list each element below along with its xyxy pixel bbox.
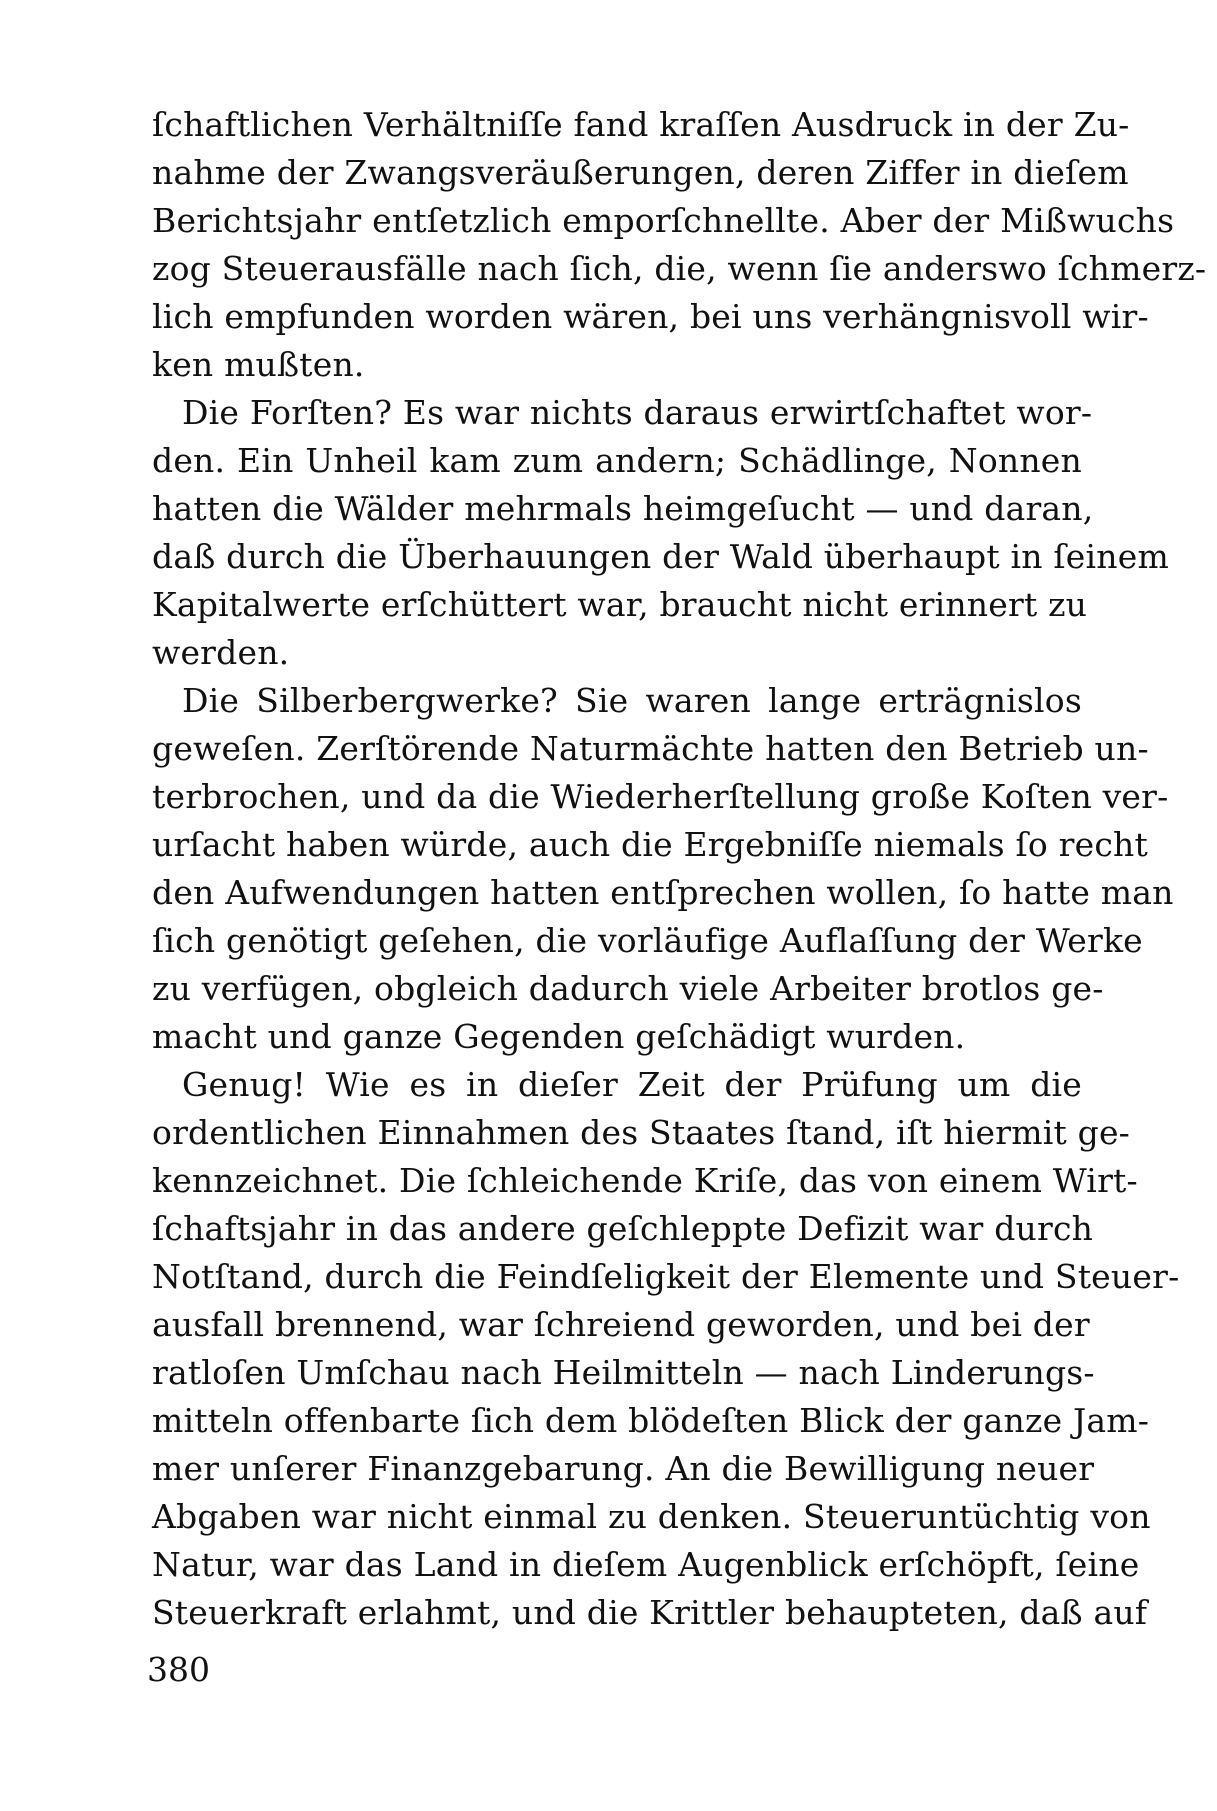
- text-line: lich empfunden worden wären, bei uns verhängnisvoll wir-: [152, 297, 1149, 336]
- text-line: ordentlichen Einnahmen des Staates ſtand, iſt hiermit ge-: [152, 1113, 1131, 1152]
- text-line: Genug! Wie es in dieſer Zeit der Prüfung um die: [182, 1065, 1082, 1104]
- text-line: ausfall brennend, war ſchreiend geworden, und bei der: [152, 1305, 1090, 1344]
- text-line: werden.: [152, 633, 290, 672]
- text-line: mitteln offenbarte ſich dem blödeſten Blick der ganze Jam-: [152, 1401, 1150, 1440]
- text-line: daß durch die Überhauungen der Wald überhaupt in ſeinem: [152, 537, 1169, 576]
- text-line: ſich genötigt geſehen, die vorläufige Auflaſſung der Werke: [152, 921, 1143, 960]
- text-line: ſchaftlichen Verhältniſſe fand kraſſen Ausdruck in der Zu-: [152, 105, 1130, 144]
- text-line: kennzeichnet. Die ſchleichende Kriſe, das von einem Wirt-: [152, 1161, 1138, 1200]
- text-line: Abgaben war nicht einmal zu denken. Steueruntüchtig von: [152, 1497, 1151, 1536]
- text-line: Die Forſten? Es war nichts daraus erwirtſchaftet wor-: [182, 393, 1093, 432]
- body-text: [152, 101, 1207, 1637]
- text-line: urſacht haben würde, auch die Ergebniſſe niemals ſo recht: [152, 825, 1148, 864]
- text-line: Berichtsjahr entſetzlich emporſchnellte. Aber der Mißwuchs: [152, 201, 1175, 240]
- text-line: hatten die Wälder mehrmals heimgeſucht — und daran,: [152, 489, 1094, 528]
- text-line: ſchaftsjahr in das andere geſchleppte Defizit war durch: [152, 1209, 1094, 1248]
- text-line: Natur, war das Land in dieſem Augenblick erſchöpft, ſeine: [152, 1545, 1140, 1584]
- text-line: Kapitalwerte erſchüttert war, braucht nicht erinnert zu: [152, 585, 1088, 624]
- text-line: mer unſerer Finanzgebarung. An die Bewilligung neuer: [152, 1449, 1095, 1488]
- text-line: zu verfügen, obgleich dadurch viele Arbeiter brotlos ge-: [152, 969, 1104, 1008]
- text-line: Steuerkraft erlahmt, und die Krittler behaupteten, daß auf: [152, 1593, 1148, 1632]
- text-line: ratloſen Umſchau nach Heilmitteln — nach Linderungs-: [152, 1353, 1095, 1392]
- text-line: zog Steuerausfälle nach ſich, die, wenn ſie anderswo ſchmerz-: [152, 249, 1207, 288]
- page-number: 380: [147, 1650, 210, 1689]
- text-line: Die Silberbergwerke? Sie waren lange erträgnislos: [182, 681, 1082, 720]
- text-line: nahme der Zwangsveräußerungen, deren Ziffer in dieſem: [152, 153, 1129, 192]
- text-line: den. Ein Unheil kam zum andern; Schädlinge, Nonnen: [152, 441, 1082, 480]
- text-line: macht und ganze Gegenden geſchädigt wurden.: [152, 1017, 966, 1056]
- text-line: terbrochen, und da die Wiederherſtellung große Koſten ver-: [152, 777, 1169, 816]
- text-line: Notſtand, durch die Feindſeligkeit der Elemente und Steuer-: [152, 1257, 1180, 1296]
- text-line: geweſen. Zerſtörende Naturmächte hatten den Betrieb un-: [152, 729, 1149, 768]
- text-line: ken mußten.: [152, 345, 365, 384]
- text-line: den Aufwendungen hatten entſprechen wollen, ſo hatte man: [152, 873, 1174, 912]
